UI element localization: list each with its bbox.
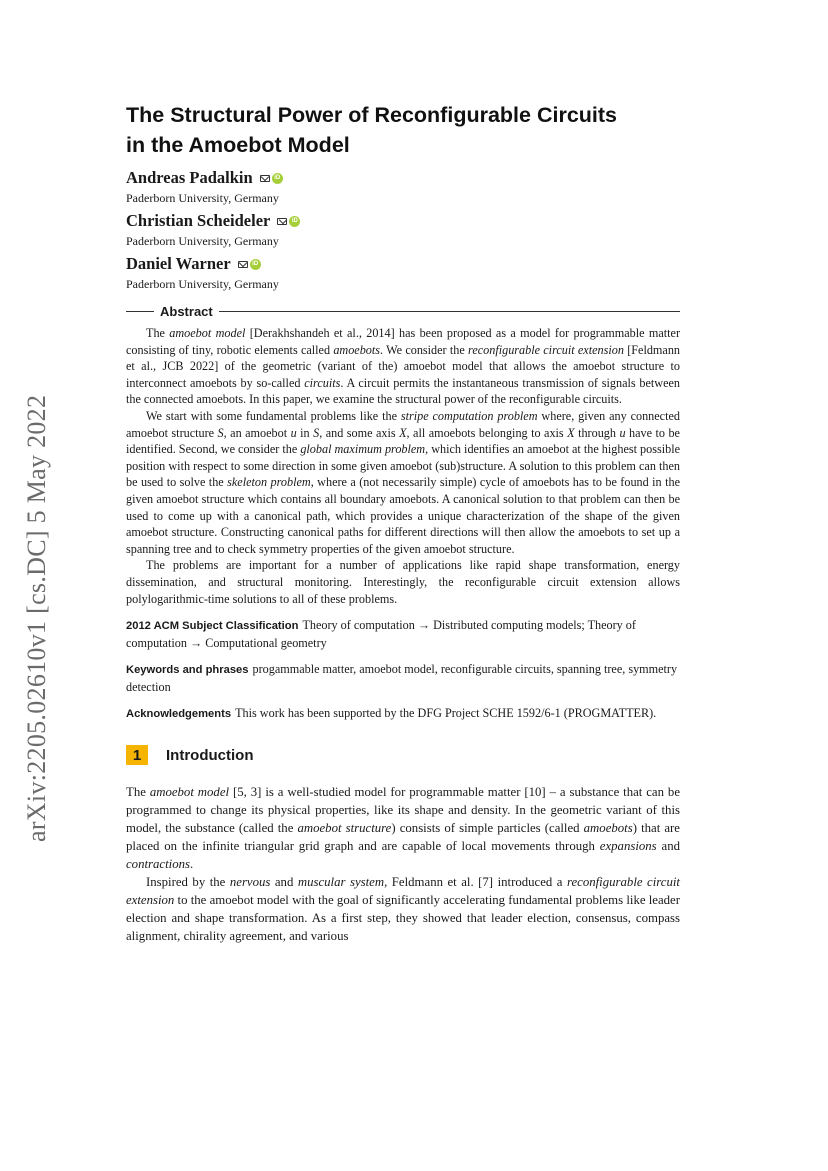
keywords: Keywords and phrases progammable matter, amoebot model, reconfigurable circuits, spanning tree, symmetry detection (126, 662, 678, 694)
author-block (126, 168, 680, 188)
arxiv-identifier: arXiv:2205.02610v1 [cs.DC] 5 May 2022 (22, 394, 51, 842)
paper-page (126, 100, 680, 945)
author-name: Daniel Warner (126, 254, 231, 273)
abstract-heading: Abstract (126, 304, 680, 319)
author-affiliation: Paderborn University, Germany (126, 191, 279, 205)
intro-paragraph: Inspired by the nervous and muscular system, Feldmann et al. [7] introduced a reconfigurable circuit extension to the amoebot model with the goal of significantly accelerating fundamental problems like leader election and shape transformation. As a first step, they showed that leader election, consensus, compass alignment, chirality agreement, and various (126, 875, 680, 944)
acknowledgements: Acknowledgements This work has been supported by the DFG Project SCHE 1592/6-1 (PROGMATTER). (126, 706, 657, 721)
author-affiliation: Paderborn University, Germany (126, 277, 279, 291)
abstract-paragraph: The problems are important for a number of applications like rapid shape transformation, energy dissemination, and structural monitoring. Interestingly, the reconfigurable circuit extension allows polylogarithmic-time solutions to all of these problems. (126, 558, 680, 606)
title-line-2: in the Amoebot Model (126, 133, 350, 157)
abstract-paragraph: The amoebot model [Derakhshandeh et al., 2014] has been proposed as a model for programmable matter consisting of tiny, robotic elements called amoebots. We consider the reconfigurable circuit extension [Feldmann et al., JCB 2022] of the geometric (variant of the) amoebot model that allows the amoebot structure to interconnect amoebots by so-called circuits. A circuit permits the instantaneous transmission of signals between the connected amoebots. In this paper, we examine the structural power of the reconfigurable circuits. (126, 326, 681, 407)
mail-icon[interactable] (238, 261, 248, 268)
mail-icon[interactable] (260, 175, 270, 182)
author-block (126, 254, 680, 274)
author-affiliation: Paderborn University, Germany (126, 234, 279, 248)
mail-icon[interactable] (277, 218, 287, 225)
orcid-icon[interactable]: iD (250, 259, 261, 270)
orcid-icon[interactable]: iD (272, 173, 283, 184)
abstract-paragraph: We start with some fundamental problems like the stripe computation problem where, given any connected amoebot structure S, an amoebot u in S, and some axis X, all amoebots belonging to axis X through u have to be identified. Second, we consider the global maximum problem, which identifies an amoebot at the highest possible position with respect to some direction in some given amoebot (sub)structure. A solution to this problem can then be used to solve the skeleton problem, where a (not necessarily simple) cycle of amoebots has to be found in the given amoebot structure which contains all boundary amoebots. A canonical solution to that problem can then be used to come up with a canonical path, which provides a unique characterization of the shape of the given amoebot structure. Constructing canonical paths for different directions will then allow the amoebots to set up a spanning tree and to check symmetry properties of the given amoebot structure. (126, 408, 681, 556)
intro-body (126, 783, 680, 945)
acm-classification: 2012 ACM Subject Classification Theory of computation → Distributed computing models; Theory of computation → Computational geometry (126, 618, 636, 650)
orcid-icon[interactable]: iD (289, 216, 300, 227)
title-line-1: The Structural Power of Reconfigurable Circuits (126, 103, 617, 127)
section-title: Introduction (166, 746, 254, 764)
paper-title (126, 100, 680, 160)
author-block (126, 211, 680, 231)
section-number: 1 (126, 745, 148, 765)
section-heading (126, 745, 680, 765)
author-name: Christian Scheideler (126, 211, 271, 230)
intro-paragraph: The amoebot model [5, 3] is a well-studied model for programmable matter [10] – a substance that can be programmed to change its physical properties, like its shape and density. In the geometric variant of this model, the substance (called the amoebot structure) consists of simple particles (called amoebots) that are placed on the infinite triangular grid graph and are capable of local movements through expansions and contractions. (126, 785, 680, 872)
author-name: Andreas Padalkin (126, 168, 253, 187)
